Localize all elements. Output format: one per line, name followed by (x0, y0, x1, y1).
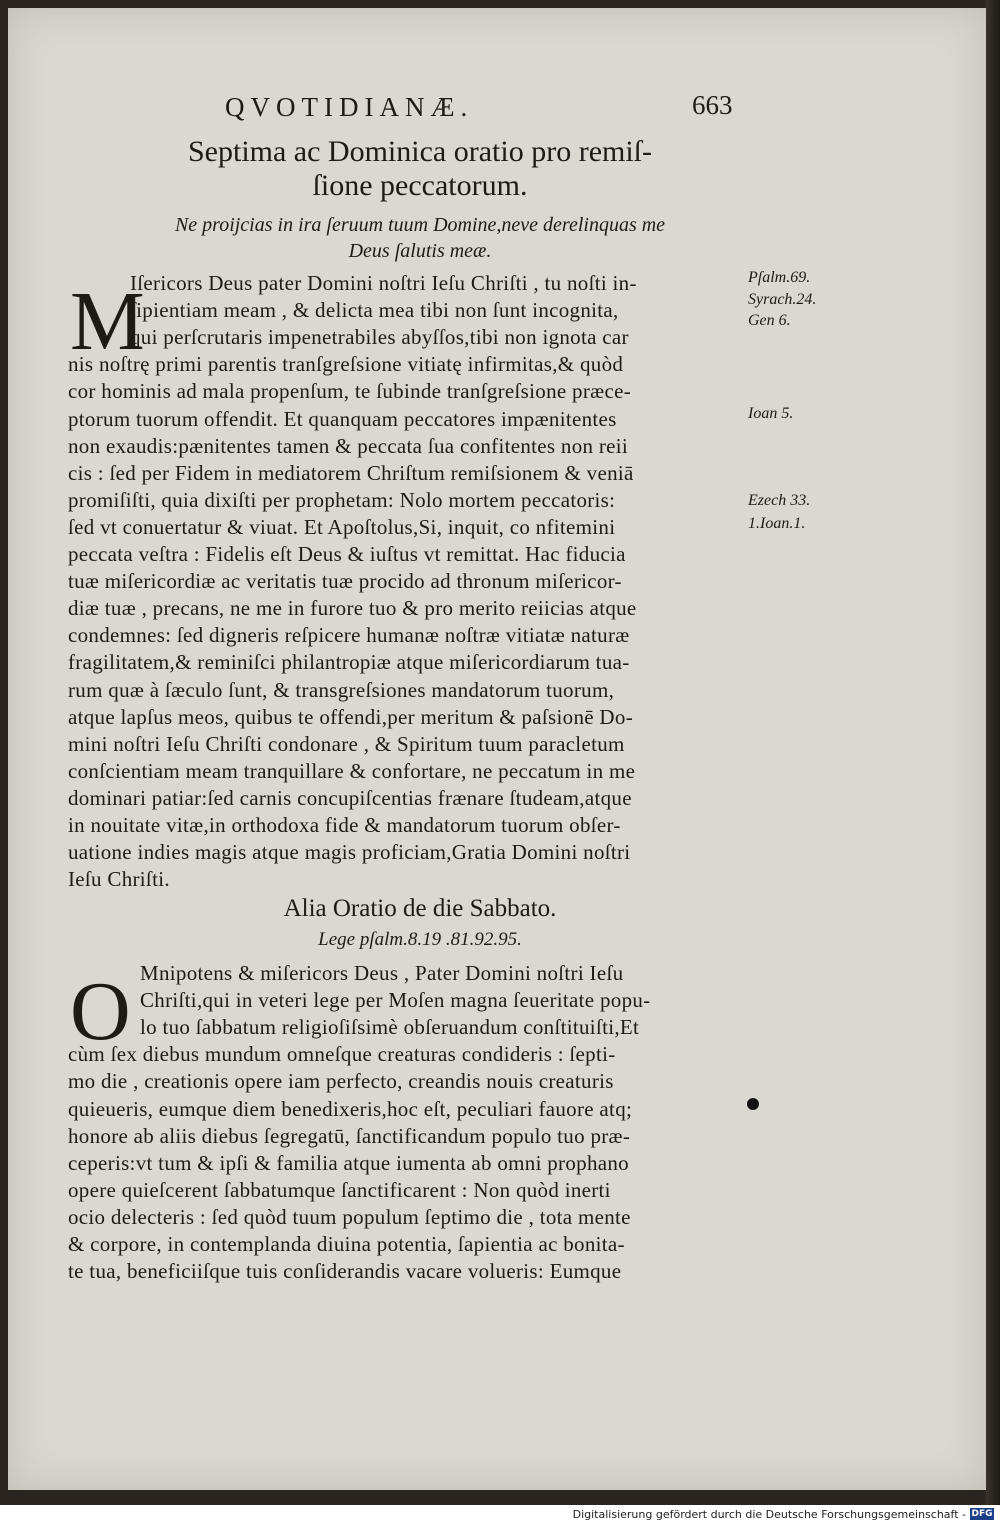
text-line: cis : ſed per Fidem in mediatorem Chriſtum remiſsionem & veniā (68, 460, 634, 485)
marginal-note: Ioan 5. (748, 405, 794, 422)
marginal-note: Syrach.24. (748, 291, 817, 308)
drop-capital-o: O (70, 965, 131, 1058)
text-line: ocio delecteris : ſed quòd tuum populum ſeptimo die , tota mente (68, 1204, 631, 1229)
text-line: mo die , creationis opere iam perfecto, creandis nouis creaturis (68, 1069, 614, 1094)
text-line: promiſiſti, quia dixiſti per prophetam: Nolo mortem peccatoris: (68, 487, 616, 512)
marginal-note: 1.Ioan.1. (748, 515, 806, 532)
text-line: dominari patiar:ſed carnis concupiſcentias frænare ſtudeam,atque (68, 785, 632, 810)
text-line: ptorum tuorum offendit. Et quanquam peccatores impænitentes (68, 406, 617, 431)
sabbath-prayer-heading: Alia Oratio de die Sabbato. (283, 895, 557, 922)
running-head: QVOTIDIANÆ. (225, 92, 474, 122)
text-line: ſipientiam meam , & delicta mea tibi non ſunt incognita, (130, 298, 619, 323)
text-line: atque lapſus meos, quibus te offendi,per meritum & paſsionē Do- (68, 704, 633, 729)
marginal-note: Gen 6. (748, 312, 791, 329)
ink-blot (747, 1098, 759, 1110)
marginal-note: Ezech 33. (748, 492, 811, 509)
text-line: te tua, beneficiiſque tuis conſiderandis vacare volueris: Eumque (68, 1259, 622, 1284)
text-line: ceperis:vt tum & ipſi & familia atque iumenta ab omni prophano (68, 1150, 629, 1175)
prayer-heading-line-1: Septima ac Dominica oratio pro remiſ- (187, 135, 653, 168)
text-line: peccata veſtra : Fidelis eſt Deus & iuſtus vt remittat. Hac fiducia (68, 542, 626, 566)
dfg-logo: DFG (971, 1509, 993, 1519)
text-line: cùm ſex diebus mundum omneſque creaturas condideris : ſepti- (68, 1042, 616, 1067)
epigraph-line-1: Ne proijcias in ira ſeruum tuum Domine,neve derelinquas me (174, 214, 666, 236)
text-line: ſed vt conuertatur & viuat. Et Apoſtolus,Si, inquit, co nfitemini (68, 514, 616, 539)
text-line: nis noſtrę primi parentis tranſgreſsione vitiatę infirmitas,& quòd (68, 352, 624, 377)
text-line: Iſericors Deus pater Domini noſtri Ieſu Chriſti , tu noſti in- (130, 271, 637, 295)
text-line: Chriſti,qui in veteri lege per Moſen magna ſeueritate popu- (140, 988, 651, 1013)
epigraph-line-2: Deus ſalutis meæ. (348, 240, 492, 262)
text-line: in nouitate vitæ,in orthodoxa fide & mandatorum tuorum obſer- (68, 813, 621, 837)
marginal-note: Pſalm.69. (748, 269, 811, 286)
text-line: tuæ miſericordiæ ac veritatis tuæ procido ad thronum miſericor- (68, 569, 622, 594)
text-line: opere quieſcerent ſabbatumque ſanctificarent : Non quòd inerti (68, 1177, 611, 1202)
text-line: Ieſu Chriſti. (68, 867, 170, 892)
prayer-heading-line-2: ſione peccatorum. (312, 169, 528, 202)
book-edge (986, 0, 1000, 1505)
drop-capital-m: M (70, 275, 145, 368)
text-line: rum quæ à ſæculo ſunt, & transgreſsiones mandatorum tuorum, (68, 677, 615, 702)
text-line: non exaudis:pænitentes tamen & peccata ſua confitentes non reii (68, 433, 629, 458)
text-line: honore ab aliis diebus ſegregatū, ſanctificandum populo tuo præ- (68, 1123, 631, 1148)
psalm-reference: Lege pſalm.8.19 .81.92.95. (318, 929, 522, 950)
text-line: lo tuo ſabbatum religioſiſsimè obſeruandum conſtituiſti,Et (140, 1015, 640, 1040)
text-line: conſcientiam meam tranquillare & confortare, ne peccatum in me (68, 758, 636, 783)
funding-credit: Digitalisierung gefördert durch die Deutsche Forschungsgemeinschaft - (572, 1508, 966, 1521)
text-line: diæ tuæ , precans, ne me in furore tuo & pro merito reiicias atque (68, 596, 637, 621)
text-line: Mnipotens & miſericors Deus , Pater Domini noſtri Ieſu (140, 961, 624, 985)
text-line: mini noſtri Ieſu Chriſti condonare , & Spiritum tuum paracletum (68, 731, 625, 756)
text-line: fragilitatem,& reminiſci philantropiæ atque miſericordiarum tua- (68, 650, 630, 675)
text-line: & corpore, in contemplanda diuina potentia, ſapientia ac bonita- (68, 1232, 625, 1256)
text-line: cor hominis ad mala propenſum, te ſubinde tranſgreſsione præce- (68, 379, 631, 404)
page-number: 663 (692, 90, 733, 120)
text-line: uatione indies magis atque magis proficiam,Gratia Domini noſtri (68, 840, 631, 865)
text-line: condemnes: ſed digneris reſpicere humanæ noſtræ vitiatæ naturæ (68, 623, 630, 648)
text-line: qui perſcrutaris impenetrabiles abyſſos,tibi non ignota car (130, 325, 629, 350)
text-line: quieueris, eumque diem benedixeris,hoc eſt, peculiari fauore atq; (68, 1096, 633, 1121)
